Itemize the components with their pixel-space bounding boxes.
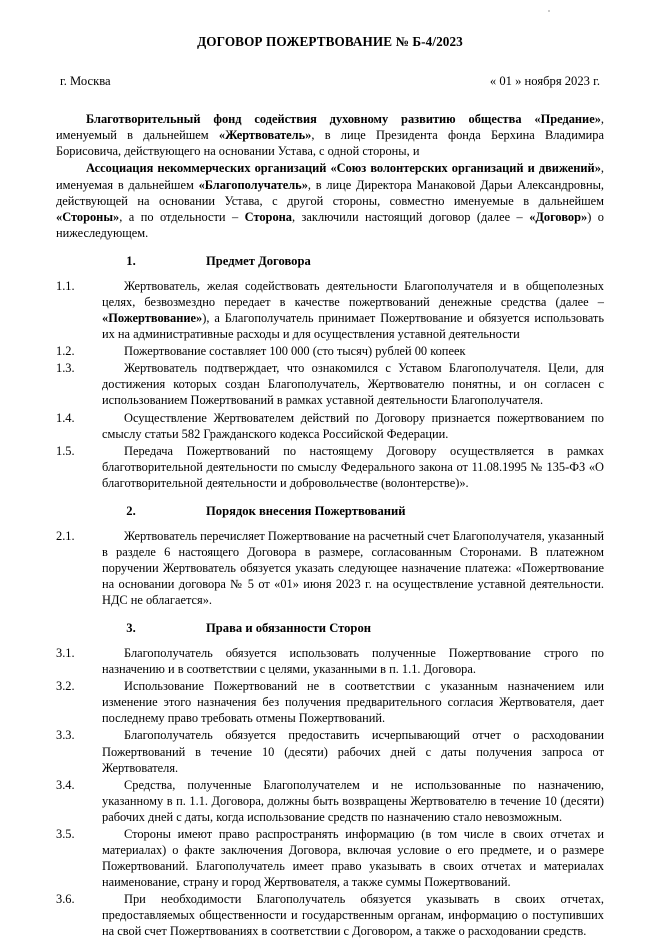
clause-text (102, 727, 604, 775)
emphasis-text: «Благополучатель» (198, 177, 308, 192)
preamble-paragraph (56, 160, 604, 241)
clause-text (102, 826, 604, 890)
clause (56, 727, 604, 775)
clause-number: 1.4. (56, 410, 75, 425)
clause-number: 3.6. (56, 892, 75, 907)
scan-artifact (548, 10, 550, 12)
body-text: При необходимости Благополучатель обязуется указывать в своих отчетах, предоставляемых общественности и государственным органам, информацию о поступивших на свой счет Пожертвованиях в соответствии с Договором, а также о расходовании средств. (102, 892, 604, 939)
body-text: , заключили настоящий договор (далее – (291, 209, 530, 224)
preamble-paragraph (56, 111, 604, 159)
body-text: Стороны имеют право распространять информацию (в том числе в своих отчетах и материалах) о факте заключения Договора, включая условие о его предмете, и о размере Пожертвований. Благополучатель имеет право указывать в своих отчетах и материалах наименование, страну и город Жертвователя, а также суммы Пожертвований. (102, 826, 604, 889)
clause (56, 343, 604, 359)
section-heading (56, 254, 604, 269)
section-title: Права и обязанности Сторон (206, 621, 371, 636)
clause (56, 410, 604, 442)
clause-text (102, 891, 604, 939)
body-text: Благополучатель обязуется предоставить исчерпывающий отчет о расходовании Пожертвований в течение 10 (десяти) рабочих дней с даты получения запроса от Жертвователя. (102, 728, 604, 775)
body-text: Осуществление Жертвователем действий по Договору признается пожертвованием по смыслу статьи 582 Гражданского кодекса Российской Федерации. (102, 410, 604, 441)
clause-text (102, 343, 604, 359)
clause-text (102, 645, 604, 677)
body-text: Жертвователь, желая содействовать деятельности Благополучателя и в общеполезных целях, безвозмездно передает в качестве пожертвований денежные средства (далее – (102, 279, 604, 310)
emphasis-text: «Стороны» (56, 209, 120, 224)
body-text: , а по отдельности – (119, 209, 245, 224)
clause (56, 360, 604, 408)
section-number: 3. (126, 621, 136, 636)
body-text: Жертвователь перечисляет Пожертвование на расчетный счет Благополучателя, указанный в разделе 6 настоящего Договора в размере, согласованным Сторонами. В платежном поручении Жертвователь обязуется указать следующее назначение платежа: «Пожертвование на основании договора № 5 от «01» июня 2023 г. на осуществление уставной деятельности. НДС не облагается». (102, 528, 604, 608)
clause (56, 645, 604, 677)
section-heading (56, 621, 604, 636)
body-text: ) о нижеследующем. (56, 209, 604, 240)
clause-number: 3.2. (56, 679, 75, 694)
document-place: г. Москва (60, 74, 111, 88)
clause-number: 1.3. (56, 361, 75, 376)
clause (56, 528, 604, 608)
body-text: Средства, полученные Благополучателем и не использованные по назначению, указанному в п. 1.1. Договора, должны быть возвращены Жертвователю в течение 10 (десяти) рабочих дней с даты, когда использование средств по назначению стало невозможным. (102, 777, 604, 824)
document-title: ДОГОВОР ПОЖЕРТВОВАНИЕ № Б-4/2023 (197, 34, 463, 49)
clause-number: 3.1. (56, 646, 75, 661)
clause-number: 3.3. (56, 728, 75, 743)
section-title: Предмет Договора (206, 254, 311, 268)
clause-text (102, 678, 604, 726)
clause-text (102, 777, 604, 825)
clause-text (102, 528, 604, 608)
clause-number: 2.1. (56, 528, 75, 543)
clause-text (102, 443, 604, 491)
clause (56, 443, 604, 491)
body-text: ), а Благополучатель принимает Пожертвование и обязуется использовать их на административные расходы и для осуществления уставной деятельности (102, 311, 604, 342)
body-text: , в лице Директора Манаковой Дарьи Александровны, действующей на основании Устава, с другой стороны, совместно именуемые в дальнейшем (56, 177, 605, 208)
body-text: Жертвователь подтверждает, что ознакомился с Уставом Благополучателя. Цели, для достижения которых создан Благополучатель, Жертвователю понятны, и он согласен с использованием Пожертвований в рамках уставной деятельности Благополучателя. (102, 361, 604, 408)
clause (56, 777, 604, 825)
body-text: Передача Пожертвований по настоящему Договору осуществляется в рамках благотворительной деятельности по смыслу Федерального закона от 11.08.1995 № 135-ФЗ «О благотворительной деятельности и добровольчестве (волонтерстве)». (102, 443, 604, 490)
clause (56, 891, 604, 939)
clause (56, 678, 604, 726)
clause-text (102, 278, 604, 342)
clause-text (102, 410, 604, 442)
clause-number: 3.4. (56, 777, 75, 792)
clause-text (102, 360, 604, 408)
body-text: Использование Пожертвований не в соответствии с указанным назначением или изменение этого назначения без получения предварительного согласия Жертвователя, дает последнему право требовать отмены Пожертвований. (102, 679, 604, 726)
clause-number: 3.5. (56, 826, 75, 841)
section-number: 1. (126, 254, 136, 268)
body-text: , в лице Президента фонда Берхина Владимира Борисовича, действующего на основании Устава, с одной стороны, и (56, 128, 604, 159)
section-title: Порядок внесения Пожертвований (206, 503, 406, 518)
body-text: Пожертвование составляет 100 000 (сто тысяч) рублей 00 копеек (124, 344, 466, 359)
emphasis-text: Сторона (244, 209, 292, 224)
preamble (56, 111, 604, 241)
body-text: , именуемая в дальнейшем (56, 161, 604, 192)
clause-number: 1.5. (56, 443, 75, 458)
sections-container (56, 254, 604, 939)
body-text: Благополучатель обязуется использовать полученные Пожертвование строго по назначению и в соответствии с целями, указанными в п. 1.1. Договора. (102, 646, 604, 677)
clause (56, 278, 604, 342)
section-number: 2. (126, 503, 136, 518)
section-heading (56, 504, 604, 519)
emphasis-text: Ассоциация некоммерческих организаций «Союз волонтерских организаций и движений» (86, 161, 601, 176)
emphasis-text: «Договор» (529, 209, 588, 224)
clause (56, 826, 604, 890)
body-text: , именуемый в дальнейшем (56, 112, 604, 143)
emphasis-text: Благотворительный фонд содействия духовному развитию общества «Предание» (86, 112, 601, 126)
place-date-row (56, 74, 604, 89)
emphasis-text: «Жертвователь» (218, 128, 312, 143)
document-date: « 01 » ноября 2023 г. (489, 74, 600, 88)
emphasis-text: «Пожертвование» (102, 311, 203, 326)
clause-number: 1.2. (56, 344, 75, 359)
clause-number: 1.1. (56, 279, 75, 293)
